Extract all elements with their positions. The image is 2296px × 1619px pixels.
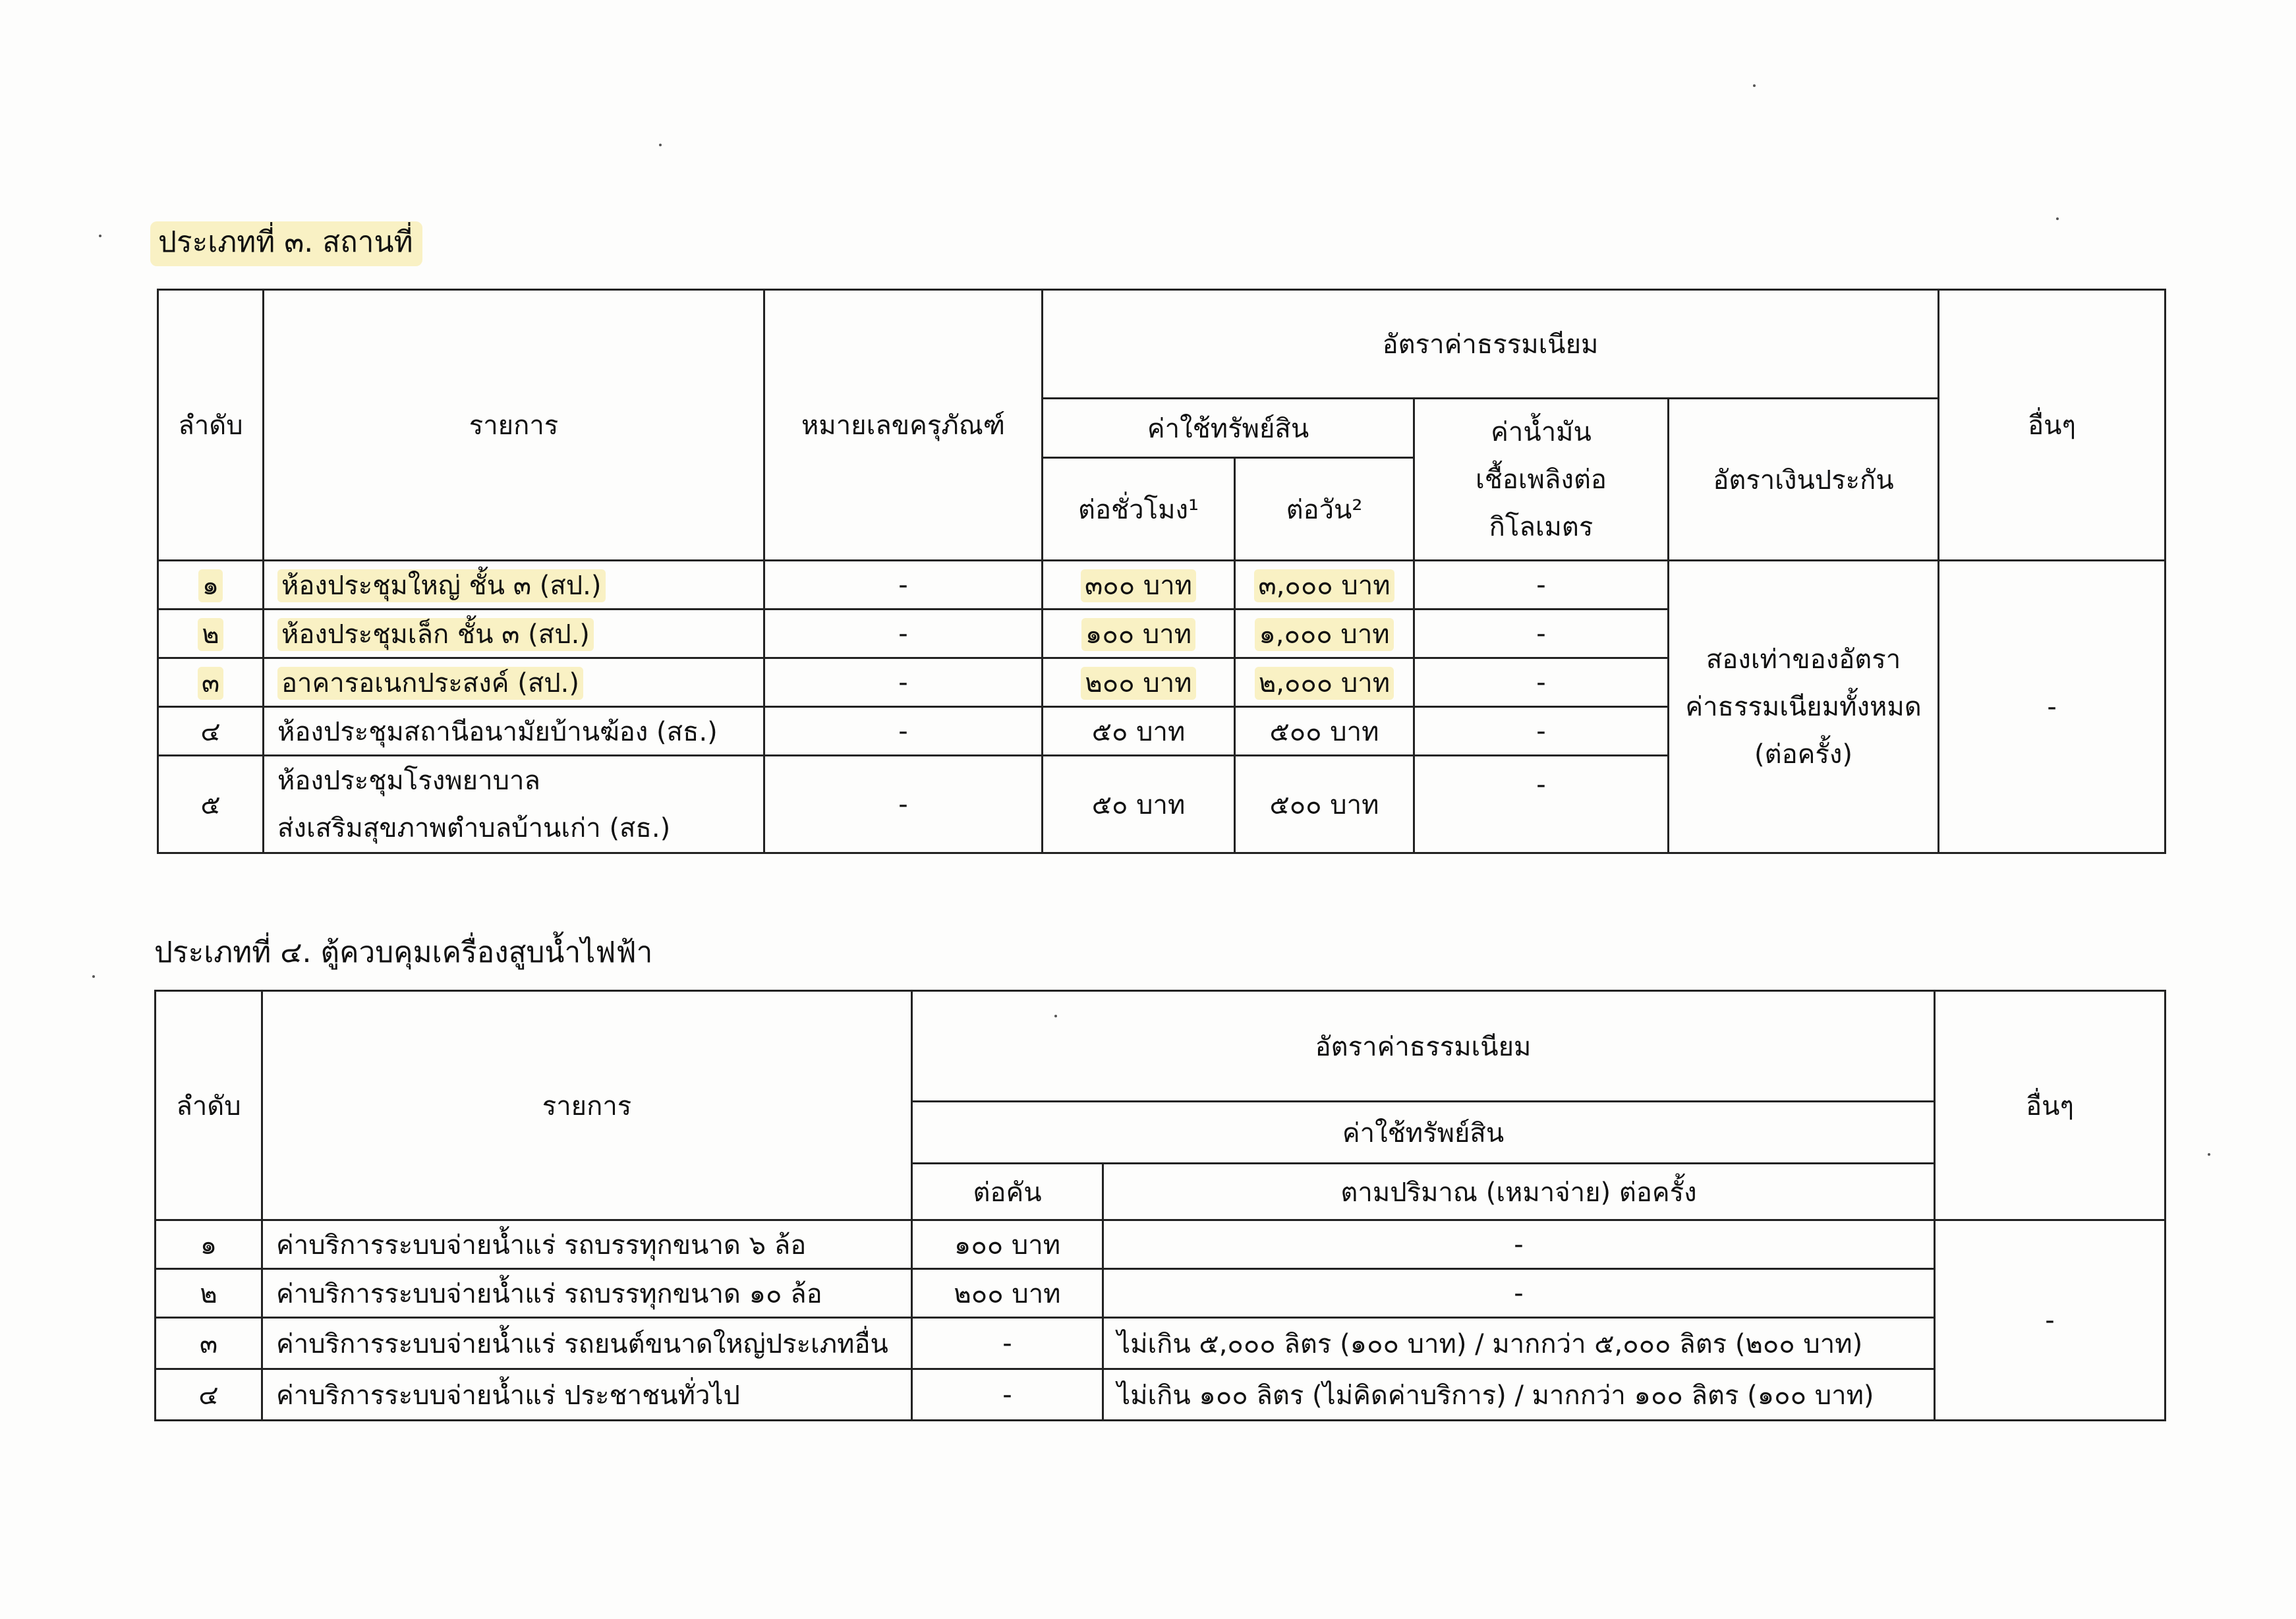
row-no: ๓ bbox=[156, 1318, 262, 1369]
row-asset-no: - bbox=[764, 610, 1043, 658]
row-item: ค่าบริการระบบจ่ายน้ำแร่ รถบรรทุกขนาด ๑๐ ล้อ bbox=[262, 1269, 912, 1318]
deposit-line: ค่าธรรมเนียมทั้งหมด bbox=[1685, 691, 1922, 722]
deposit-value bbox=[1669, 561, 1939, 853]
row-item: ค่าบริการระบบจ่ายน้ำแร่ รถยนต์ขนาดใหญ่ประเภทอื่น bbox=[262, 1318, 912, 1369]
header-fuel bbox=[1414, 399, 1669, 561]
row-asset-no: - bbox=[764, 658, 1043, 707]
other-value: - bbox=[1939, 561, 2166, 853]
row-per-hour: ๕๐ บาท bbox=[1043, 756, 1235, 853]
row-per-vehicle: ๒๐๐ บาท bbox=[912, 1269, 1103, 1318]
row-fuel: - bbox=[1414, 658, 1669, 707]
section4-table bbox=[154, 990, 2166, 1421]
row-item bbox=[264, 561, 764, 610]
row-asset-no: - bbox=[764, 707, 1043, 756]
row-by-volume: - bbox=[1103, 1220, 1935, 1269]
header-other: อื่นๆ bbox=[1939, 290, 2166, 561]
header-per-day: ต่อวัน² bbox=[1235, 458, 1414, 561]
row-fuel: - bbox=[1414, 707, 1669, 756]
row-per-hour bbox=[1043, 610, 1235, 658]
row-item-text: อาคารอเนกประสงค์ (สป.) bbox=[277, 667, 583, 700]
row-per-day bbox=[1235, 561, 1414, 610]
table-row bbox=[156, 1318, 2166, 1369]
row-per-hour-text: ๓๐๐ บาท bbox=[1081, 569, 1196, 602]
table-row bbox=[156, 1369, 2166, 1421]
row-item-line: ห้องประชุมโรงพยาบาล bbox=[277, 765, 540, 796]
header-item: รายการ bbox=[264, 290, 764, 561]
header-no: ลำดับ bbox=[156, 991, 262, 1220]
row-item bbox=[264, 756, 764, 853]
header-fuel-line: เชื้อเพลิงต่อ bbox=[1476, 464, 1607, 495]
row-fuel: - bbox=[1414, 610, 1669, 658]
row-per-day: ๕๐๐ บาท bbox=[1235, 756, 1414, 853]
row-no: ๒ bbox=[156, 1269, 262, 1318]
row-no: ๔ bbox=[156, 1369, 262, 1421]
row-per-hour-text: ๒๐๐ บาท bbox=[1081, 667, 1195, 700]
row-per-vehicle: - bbox=[912, 1369, 1103, 1421]
scan-speck bbox=[2056, 217, 2059, 220]
row-item-line: ส่งเสริมสุขภาพตำบลบ้านเก่า (สธ.) bbox=[277, 812, 671, 843]
table-row bbox=[156, 1220, 2166, 1269]
row-per-hour bbox=[1043, 658, 1235, 707]
header-no: ลำดับ bbox=[158, 290, 264, 561]
row-item-text: ห้องประชุมเล็ก ชั้น ๓ (สป.) bbox=[277, 618, 594, 651]
row-item bbox=[264, 658, 764, 707]
row-per-day-text: ๓,๐๐๐ บาท bbox=[1254, 569, 1394, 602]
header-fuel-line: ค่าน้ำมัน bbox=[1491, 416, 1592, 447]
scan-speck bbox=[2208, 1153, 2210, 1156]
row-per-hour: ๕๐ บาท bbox=[1043, 707, 1235, 756]
row-per-day bbox=[1235, 658, 1414, 707]
header-by-volume: ตามปริมาณ (เหมาจ่าย) ต่อครั้ง bbox=[1103, 1164, 1935, 1220]
row-no-text: ๒ bbox=[198, 618, 223, 651]
row-no: ๔ bbox=[158, 707, 264, 756]
row-per-day: ๕๐๐ บาท bbox=[1235, 707, 1414, 756]
row-item: ห้องประชุมสถานีอนามัยบ้านฆ้อง (สธ.) bbox=[264, 707, 764, 756]
row-per-day bbox=[1235, 610, 1414, 658]
scan-speck bbox=[659, 144, 662, 146]
scan-speck bbox=[1753, 84, 1756, 87]
row-no-text: ๑ bbox=[198, 569, 223, 602]
row-no bbox=[158, 610, 264, 658]
row-per-vehicle: - bbox=[912, 1318, 1103, 1369]
header-fee-rate: อัตราค่าธรรมเนียม bbox=[912, 991, 1935, 1102]
header-usage: ค่าใช้ทรัพย์สิน bbox=[1043, 399, 1414, 458]
row-no-text: ๓ bbox=[198, 667, 223, 700]
row-by-volume: ไม่เกิน ๑๐๐ ลิตร (ไม่คิดค่าบริการ) / มากกว่า ๑๐๐ ลิตร (๑๐๐ บาท) bbox=[1103, 1369, 1935, 1421]
header-asset-no: หมายเลขครุภัณฑ์ bbox=[764, 290, 1043, 561]
header-deposit: อัตราเงินประกัน bbox=[1669, 399, 1939, 561]
deposit-line: สองเท่าของอัตรา bbox=[1706, 644, 1901, 675]
header-fee-rate: อัตราค่าธรรมเนียม bbox=[1043, 290, 1939, 399]
row-per-day-text: ๒,๐๐๐ บาท bbox=[1255, 667, 1394, 700]
header-item: รายการ bbox=[262, 991, 912, 1220]
scan-speck bbox=[92, 975, 95, 978]
row-fuel: - bbox=[1414, 756, 1669, 853]
row-per-day-text: ๑,๐๐๐ บาท bbox=[1255, 618, 1393, 651]
row-item: ค่าบริการระบบจ่ายน้ำแร่ รถบรรทุกขนาด ๖ ล้อ bbox=[262, 1220, 912, 1269]
header-fuel-line: กิโลเมตร bbox=[1489, 511, 1593, 542]
header-other: อื่นๆ bbox=[1935, 991, 2166, 1220]
section4-title: ประเภทที่ ๔. ตู้ควบคุมเครื่องสูบน้ำไฟฟ้า bbox=[154, 936, 653, 969]
row-item: ค่าบริการระบบจ่ายน้ำแร่ ประชาชนทั่วไป bbox=[262, 1369, 912, 1421]
section3-title: ประเภทที่ ๓. สถานที่ bbox=[150, 221, 422, 266]
row-per-vehicle: ๑๐๐ บาท bbox=[912, 1220, 1103, 1269]
scan-speck bbox=[99, 235, 101, 237]
row-no bbox=[158, 658, 264, 707]
row-fuel: - bbox=[1414, 561, 1669, 610]
row-no: ๑ bbox=[156, 1220, 262, 1269]
row-asset-no: - bbox=[764, 756, 1043, 853]
row-per-hour-text: ๑๐๐ บาท bbox=[1081, 618, 1195, 651]
row-asset-no: - bbox=[764, 561, 1043, 610]
other-value: - bbox=[1935, 1220, 2166, 1421]
row-by-volume: - bbox=[1103, 1269, 1935, 1318]
row-no bbox=[158, 561, 264, 610]
table-row bbox=[156, 1269, 2166, 1318]
deposit-line: (ต่อครั้ง) bbox=[1754, 739, 1853, 770]
row-no: ๕ bbox=[158, 756, 264, 853]
header-per-hour: ต่อชั่วโมง¹ bbox=[1043, 458, 1235, 561]
row-per-hour bbox=[1043, 561, 1235, 610]
row-item-text: ห้องประชุมใหญ่ ชั้น ๓ (สป.) bbox=[277, 569, 606, 602]
section3-table bbox=[157, 289, 2166, 854]
row-item bbox=[264, 610, 764, 658]
row-by-volume: ไม่เกิน ๕,๐๐๐ ลิตร (๑๐๐ บาท) / มากกว่า ๕,๐๐๐ ลิตร (๒๐๐ บาท) bbox=[1103, 1318, 1935, 1369]
header-per-vehicle: ต่อคัน bbox=[912, 1164, 1103, 1220]
header-usage: ค่าใช้ทรัพย์สิน bbox=[912, 1102, 1935, 1164]
table-row bbox=[158, 561, 2166, 610]
